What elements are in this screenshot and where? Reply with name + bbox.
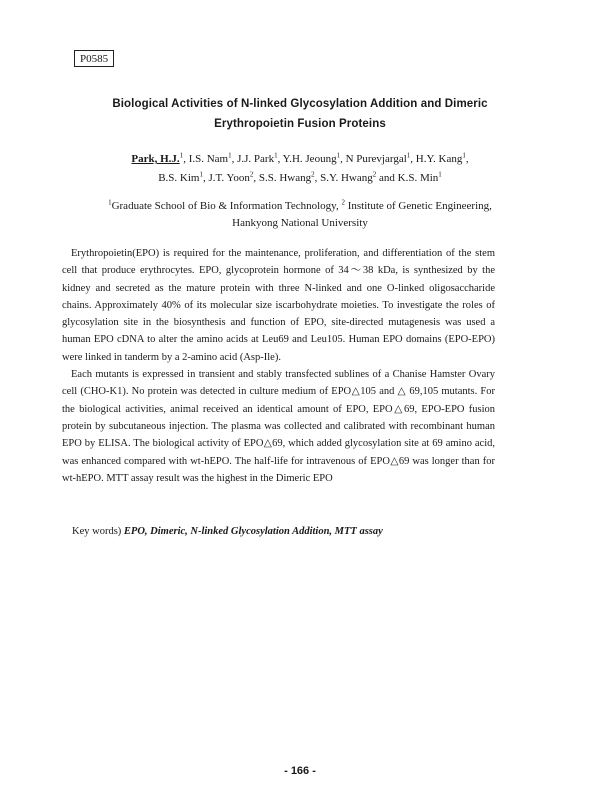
affil-mark: 1	[179, 151, 184, 160]
affiliation-line-2: Hankyong National University	[232, 217, 368, 229]
abstract-body	[62, 245, 495, 487]
page-number: - 166 -	[284, 765, 316, 777]
affil-mark: 1	[336, 151, 341, 160]
affil-mark: 2	[341, 198, 345, 207]
author-name: , J.J. Park	[231, 153, 275, 165]
abstract-paragraph-1: Erythropoietin(EPO) is required for the maintenance, proliferation, and differentiation of the stem cell that produce erythrocytes. EPO, glycoprotein hormone of 34～38 kDa, is synthesized by the kidney and secreted as the mature protein with three N-linked and one O-linked oligosaccharide chains. Approximately 40% of its molecular size iscarbohydrate moieties. To investigate the roles of glycosylation site in the biosynthesis and function of EPO, site-directed mutagenesis was used a human EPO cDNA to alter the amino acids at Leu69 and Leu105. Human EPO domains (EPO-EPO) were linked in tanderm by a 2-amino acid (Asp-Ile).	[62, 248, 495, 363]
title-line-2: Erythropoietin Fusion Proteins	[214, 118, 386, 130]
author-name: , S.S. Hwang	[253, 172, 312, 184]
author-name: B.S. Kim	[158, 172, 200, 184]
affil-mark: 2	[249, 170, 254, 179]
affil-mark: 1	[438, 170, 442, 179]
affil-mark: 2	[372, 170, 377, 179]
keywords	[72, 525, 383, 539]
author-name: , S.Y. Hwang	[314, 172, 373, 184]
author-name: , I.S. Nam	[183, 153, 229, 165]
author-name: , Y.H. Jeoung	[277, 153, 337, 165]
affil-mark: 1	[199, 170, 203, 179]
author-name: , N Purevjargal	[340, 153, 407, 165]
author-list	[60, 150, 540, 188]
affiliation-text: Institute of Genetic Engineering,	[344, 200, 492, 212]
title-line-1: Biological Activities of N-linked Glycosylation Addition and Dimeric	[112, 98, 488, 110]
author-name: , H.Y. Kang	[410, 153, 463, 165]
author-line-2	[60, 169, 540, 188]
author-name: , J.T. Yoon	[202, 172, 250, 184]
keywords-list: EPO, Dimeric, N-linked Glycosylation Addition, MTT assay	[123, 526, 383, 537]
lead-author: Park, H.J.	[131, 153, 180, 165]
affiliation-line-1	[60, 198, 540, 215]
keywords-label: Key words)	[72, 526, 124, 537]
affil-mark: 2	[311, 170, 315, 179]
affil-mark: 1	[462, 151, 466, 160]
affil-mark: 1	[406, 151, 411, 160]
affil-mark: 1	[228, 151, 232, 160]
author-line-1	[60, 150, 540, 169]
abstract-paragraph-2: Each mutants is expressed in transient and stably transfected sublines of a Chanise Hamster Ovary cell (CHO-K1). No protein was detected in culture medium of EPO△105 and △ 69,105 mutants. For the biological activities, animal received an identical amount of EPO, EPO△69, EPO-EPO fusion protein by subcutaneous injection. The plasma was collected and calibrated with recombinant human EPO by ELISA. The biological activity of EPO△69, which added glycosylation site at 69 amino acid, was enhanced compared with wt-hEPO. The half-life for intravenous of EPO△69 was longer than for wt-hEPO. MTT assay result was the highest in the Dimeric EPO	[62, 369, 495, 484]
affiliations	[60, 198, 540, 232]
affil-mark: 1	[274, 151, 278, 160]
affiliation-text: Graduate School of Bio & Information Technology,	[111, 200, 342, 212]
affil-mark: 1	[108, 198, 112, 207]
author-name: and K.S. Min	[376, 172, 439, 184]
author-name: ,	[465, 153, 469, 165]
poster-id-box: P0585	[74, 50, 114, 67]
paper-title	[60, 94, 540, 134]
